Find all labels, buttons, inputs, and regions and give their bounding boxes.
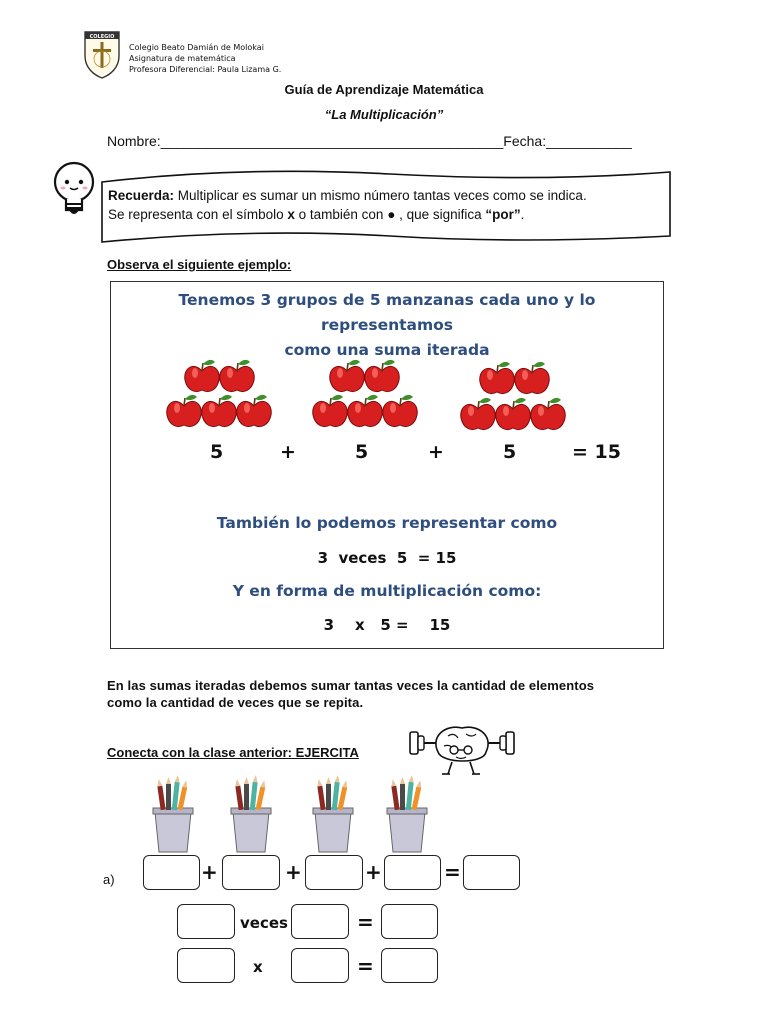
- answer-box-4[interactable]: [384, 855, 441, 890]
- answer-box-veces-2[interactable]: [291, 904, 349, 939]
- times-symbol: x: [287, 207, 295, 222]
- teacher-name: Profesora Diferencial: Paula Lizama G.: [129, 65, 282, 74]
- sum-term-1: 5: [210, 441, 224, 463]
- answer-box-mult-result[interactable]: [381, 948, 438, 983]
- document-title: Guía de Aprendizaje Matemática: [284, 82, 484, 97]
- apple-groups: [160, 352, 580, 434]
- answer-box-2[interactable]: [222, 855, 280, 890]
- apple-group-2: [313, 360, 418, 427]
- reminder-text: Recuerda: Multiplicar es sumar un mismo número tantas veces como se indica. Se representa con el símbolo x o también con ● , que significa “por”.: [108, 188, 587, 222]
- sum-result: = 15: [572, 441, 621, 463]
- sum-plus-2: +: [428, 441, 444, 463]
- explanation-text: En las sumas iteradas debemos sumar tantas veces la cantidad de elementos como la cantidad de veces que se repita.: [107, 678, 595, 710]
- veces-word: veces: [240, 914, 288, 932]
- apple-group-1: [167, 360, 272, 427]
- date-label: Fecha:: [503, 133, 547, 149]
- sum-plus-1: +: [280, 441, 296, 463]
- connect-heading: Conecta con la clase anterior: EJERCITA: [107, 745, 359, 760]
- school-name: Colegio Beato Damián de Molokai: [129, 43, 264, 52]
- date-field[interactable]: ___________: [546, 133, 632, 149]
- multiplication-example: 3 x 5 = 15: [323, 616, 451, 634]
- document-subtitle: “La Multiplicación”: [324, 107, 444, 122]
- answer-box-1[interactable]: [143, 855, 200, 890]
- sum-term-2: 5: [355, 441, 369, 463]
- exercise-a-label: a): [103, 872, 115, 887]
- school-info: [129, 42, 281, 75]
- answer-box-veces-1[interactable]: [177, 904, 235, 939]
- school-crest-logo: [82, 30, 122, 80]
- name-field[interactable]: ____________________________________________: [160, 133, 504, 149]
- multiplication-label: Y en forma de multiplicación como:: [232, 582, 542, 600]
- svg-text:COLEGIO: COLEGIO: [89, 34, 115, 40]
- equals-sign-2: =: [357, 910, 374, 934]
- plus-sign-2: +: [285, 860, 302, 884]
- observe-heading: Observa el siguiente ejemplo:: [107, 257, 292, 272]
- dot-symbol: ●: [387, 207, 396, 222]
- also-represent-label: También lo podemos representar como: [216, 514, 558, 532]
- subject-name: Asignatura de matemática: [129, 54, 236, 63]
- plus-sign-1: +: [201, 860, 218, 884]
- apple-group-3: [461, 362, 566, 430]
- example-heading: Tenemos 3 grupos de 5 manzanas cada uno y lo representamos como una suma iterada: [178, 291, 596, 359]
- equals-sign-1: =: [444, 860, 461, 884]
- equals-sign-3: =: [357, 954, 374, 978]
- answer-box-sum-result[interactable]: [463, 855, 520, 890]
- veces-example: 3 veces 5 = 15: [317, 549, 457, 567]
- times-sign: x: [253, 958, 263, 976]
- pencil-cups: [145, 775, 435, 853]
- brain-exercising-icon: [408, 722, 516, 778]
- answer-box-mult-1[interactable]: [177, 948, 235, 983]
- sum-term-3: 5: [503, 441, 517, 463]
- lightbulb-icon: [50, 160, 98, 222]
- answer-box-mult-2[interactable]: [291, 948, 349, 983]
- name-label: Nombre:: [107, 133, 161, 149]
- answer-box-veces-result[interactable]: [381, 904, 438, 939]
- plus-sign-3: +: [365, 860, 382, 884]
- name-date-line: [107, 133, 632, 149]
- answer-box-3[interactable]: [305, 855, 363, 890]
- reminder-lead: Recuerda:: [108, 188, 175, 203]
- por-word: “por”: [485, 207, 521, 222]
